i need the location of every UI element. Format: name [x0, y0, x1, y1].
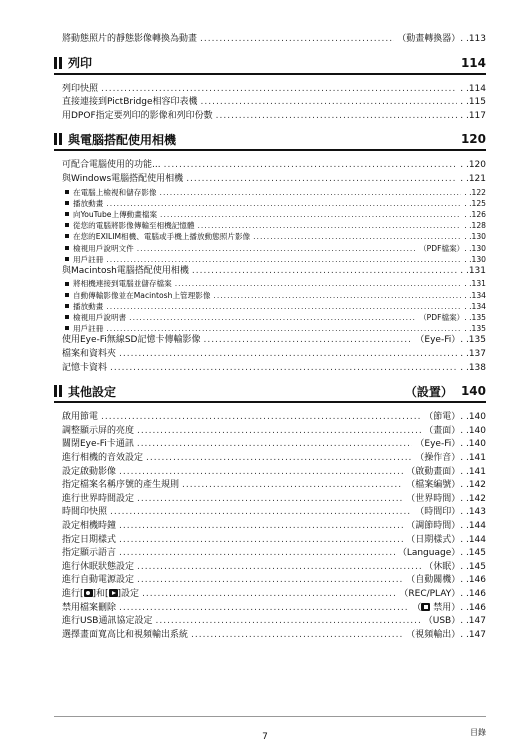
toc-entry-page: . .134: [464, 301, 486, 311]
bullet-icon: [65, 326, 69, 330]
section-heading[interactable]: [54, 381, 486, 401]
section-rule: [54, 73, 486, 75]
toc-entry[interactable]: [54, 615, 486, 629]
toc-sections: [54, 53, 486, 643]
toc-entry-text: 進行自動電源設定: [62, 575, 135, 586]
toc-entry-page: [412, 602, 486, 616]
leader-dots: [137, 493, 403, 507]
toc-entry-page: . .134: [464, 290, 486, 300]
toc-subentry[interactable]: [54, 278, 486, 289]
toc-entry-text: 調整顯示屏的亮度: [62, 425, 135, 436]
page-number: 7: [262, 732, 268, 742]
section-heading[interactable]: [54, 129, 486, 149]
bullet-icon: [65, 293, 69, 297]
section-title: 與電腦搭配使用相機: [68, 132, 177, 147]
toc-entry[interactable]: [54, 173, 486, 187]
toc-entry-page: （PDF檔案）. .130: [419, 243, 486, 253]
toc-entry-text: 播放動畫: [73, 301, 104, 311]
toc-entry-text: 進行USB通訊協定設定: [62, 616, 153, 627]
text-part: ]和[: [92, 588, 109, 599]
toc-entry[interactable]: [54, 411, 486, 425]
section-marker-icon: [54, 133, 62, 145]
toc-entry-text: 用戶註冊: [73, 324, 104, 334]
toc-entry-page: （USB）. .147: [423, 616, 486, 627]
leader-dots: [106, 254, 461, 265]
toc-entry-page: . .125: [464, 198, 486, 208]
leader-dots: [119, 547, 395, 561]
bullet-icon: [65, 190, 69, 194]
leader-dots: [146, 452, 412, 466]
toc-entry[interactable]: [54, 602, 486, 616]
toc-entry-text: 啟用節電: [62, 412, 99, 423]
toc-entry-page: （日期樣式）. .144: [406, 534, 486, 545]
toc-entry-page: （Eye-Fi）. .140: [415, 439, 486, 450]
leader-dots: [119, 602, 409, 616]
toc-entry-page: . .135: [464, 324, 486, 334]
toc-entry-text: 自動傳輸影像並在Macintosh上管理影像: [73, 290, 211, 300]
leader-dots: [191, 629, 403, 643]
camera-icon: [84, 589, 93, 597]
toc-section: [54, 381, 486, 642]
bullet-icon: [65, 223, 69, 227]
leader-dots: [175, 278, 462, 289]
section-rule: [54, 401, 486, 403]
toc-entry-page: . .131: [464, 279, 486, 289]
toc-entry-page: . .130: [464, 232, 486, 242]
toc-entry-text: 用DPOF指定要列印的影像和列印份數: [62, 110, 213, 121]
page-part: 禁用）. .146: [430, 602, 486, 613]
toc-subentry[interactable]: [54, 312, 486, 323]
toc-entry-page: . .128: [464, 221, 486, 231]
toc-entry-text: 指定檔案名稱序號的產生規則: [62, 480, 180, 491]
section-page: 114: [460, 55, 486, 70]
toc-entry-page: . .130: [464, 254, 486, 264]
toc-entry-page: （動畫轉換器）. .113: [397, 34, 486, 44]
toc-entry-page: （REC/PLAY）. .146: [399, 588, 486, 599]
leader-dots: [198, 220, 462, 231]
toc-entry[interactable]: [54, 534, 486, 548]
toc-entry[interactable]: [54, 520, 486, 534]
toc-entry-text: 向YouTube上傳動畫檔案: [73, 209, 158, 219]
toc-entry[interactable]: [54, 588, 486, 602]
toc-entry-text: 時間印快照: [62, 507, 108, 518]
toc-entry[interactable]: [54, 629, 486, 643]
leader-dots: [186, 173, 457, 187]
bullet-icon: [65, 315, 69, 319]
toc-entry-text: 進行休眠狀態設定: [62, 561, 135, 572]
toc-subentry[interactable]: [54, 220, 486, 231]
section-marker-icon: [54, 57, 62, 69]
toc-entry-text: [62, 588, 139, 602]
leader-dots: [192, 265, 457, 279]
section-label: （設置）: [404, 384, 453, 399]
toc-entry[interactable]: [54, 348, 486, 362]
footer-divider: [54, 716, 486, 717]
toc-entry-text: 指定顯示語言: [62, 548, 117, 559]
toc-subentry[interactable]: [54, 198, 486, 209]
leader-dots: [182, 479, 403, 493]
toc-entry-page: . .131: [460, 265, 486, 276]
bullet-icon: [65, 246, 69, 250]
play-icon: [109, 589, 118, 597]
toc-entry-page: （世界時間）. .142: [406, 493, 486, 504]
section-page: 140: [460, 384, 486, 399]
toc-entry-page: （視頻輸出）. .147: [406, 629, 486, 640]
leader-dots: [119, 520, 403, 534]
toc-entry-page: （畫面）. .140: [424, 425, 486, 436]
toc-entry-text: 與Windows電腦搭配使用相機: [62, 173, 184, 184]
toc-subentry[interactable]: [54, 187, 486, 198]
leader-dots: [119, 466, 403, 480]
leader-dots: [164, 159, 458, 173]
toc-entry-page: （節電）. .140: [424, 412, 486, 423]
toc-entry-page: . .121: [460, 173, 486, 184]
toc-entry-page: （PDF檔案）. .135: [419, 313, 486, 323]
toc-entry-text: 檢視用戶說明文件: [73, 243, 134, 253]
toc-subentry[interactable]: [54, 290, 486, 301]
bullet-icon: [65, 212, 69, 216]
toc-entry-text: 關閉Eye-Fi卡通訊: [62, 439, 134, 450]
text-part: ]設定: [117, 588, 140, 599]
toc-entry-page: . .126: [464, 209, 486, 219]
trash-icon: [421, 603, 430, 611]
leader-dots: [213, 290, 461, 301]
bullet-icon: [65, 257, 69, 261]
toc-entry-page: . .120: [460, 160, 486, 171]
toc-entry-text: 進行世界時間設定: [62, 493, 135, 504]
toc-entry-text: 播放動畫: [73, 198, 104, 208]
toc-entry-text: 禁用檔案刪除: [62, 602, 117, 613]
section-heading[interactable]: [54, 53, 486, 73]
toc-entry[interactable]: [54, 265, 486, 279]
leader-dots: [106, 198, 461, 209]
leader-dots: [119, 534, 403, 548]
section-title: 列印: [68, 56, 93, 71]
toc-section: [54, 129, 486, 375]
toc-entry[interactable]: [54, 466, 486, 480]
toc-entry-text: 設定啟動影像: [62, 466, 117, 477]
page-part: （: [412, 602, 422, 613]
toc-entry-page: . .122: [464, 187, 486, 197]
footer-toc-link[interactable]: 目錄: [470, 728, 486, 737]
toc-entry-page: . .137: [460, 349, 486, 359]
toc-entry[interactable]: [54, 425, 486, 439]
leader-dots: [137, 425, 421, 439]
toc-entry-page: （啟動畫面）. .141: [406, 466, 486, 477]
toc-entry[interactable]: [54, 452, 486, 466]
toc-entry-text: 將動態照片的靜態影像轉換為動畫: [62, 34, 198, 44]
text-part: 進行[: [62, 588, 84, 599]
toc-subentry[interactable]: [54, 231, 486, 242]
toc-entry-page: （Eye-Fi）. .135: [415, 335, 486, 346]
leader-dots: [155, 615, 420, 629]
toc-entry[interactable]: [54, 493, 486, 507]
toc-entry-page: . .114: [460, 83, 486, 94]
toc-subentry[interactable]: [54, 323, 486, 334]
toc-entry-text: 進行相機的音效設定: [62, 452, 144, 463]
bullet-icon: [65, 282, 69, 286]
toc-subentry[interactable]: [54, 209, 486, 220]
toc-entry[interactable]: [54, 479, 486, 493]
toc-entry[interactable]: [54, 83, 486, 97]
leader-dots: [110, 506, 412, 520]
toc-entry[interactable]: [54, 159, 486, 173]
toc-subentry[interactable]: [54, 301, 486, 312]
toc-entry-text: 使用Eye-Fi無線SD記憶卡傳輸影像: [62, 335, 201, 346]
leader-dots: [137, 574, 403, 588]
toc-subentry[interactable]: [54, 254, 486, 265]
toc-entry-page: （自動關機）. .146: [406, 575, 486, 586]
toc-entry[interactable]: [54, 362, 486, 376]
toc-entry-page: . .138: [460, 362, 486, 373]
leader-dots: [200, 33, 394, 47]
toc-subentry[interactable]: [54, 243, 486, 254]
toc-entry-text: 在電腦上檢視和儲存影像: [73, 187, 157, 197]
toc-entry-text: 從您的電腦將影像傳輸至相機記憶體: [73, 221, 195, 231]
toc-entry[interactable]: [54, 574, 486, 588]
toc-entry-page: （Language）. .145: [397, 548, 486, 559]
toc-entry-text: 選擇畫面寬高比和視頻輸出系統: [62, 629, 189, 640]
toc-entry-text: 將相機連接到電腦並儲存檔案: [73, 279, 172, 289]
toc-entry[interactable]: [54, 547, 486, 561]
leader-dots: [142, 588, 396, 602]
toc-entry-text: 指定日期樣式: [62, 534, 117, 545]
section-page: 120: [460, 132, 486, 147]
leader-dots: [110, 362, 457, 376]
leader-dots: [119, 348, 457, 362]
bullet-icon: [65, 234, 69, 238]
leader-dots: [203, 334, 412, 348]
toc-entry-text: 直接連接到PictBridge相容印表機: [62, 97, 198, 108]
toc-entry-text: 用戶註冊: [73, 254, 104, 264]
toc-entry-text: 檔案和資料夾: [62, 349, 117, 359]
section-title: 其他設定: [68, 384, 117, 399]
toc-section: [54, 53, 486, 124]
toc-entry-page: （時間印）. .143: [415, 507, 486, 518]
leader-dots: [253, 231, 461, 242]
toc-entry-page: （操作音）. .141: [415, 452, 486, 463]
toc-entry-text: 設定相機時鐘: [62, 520, 117, 531]
toc-entry-text: 與Macintosh電腦搭配使用相機: [62, 265, 189, 276]
toc-entry[interactable]: [54, 506, 486, 520]
toc-entry-page: . .117: [460, 110, 486, 121]
leader-dots: [129, 312, 416, 323]
toc-entry[interactable]: [54, 561, 486, 575]
leader-dots: [137, 438, 413, 452]
leader-dots: [101, 83, 457, 97]
toc-entry-page: . .115: [460, 97, 486, 108]
section-marker-icon: [54, 385, 62, 397]
section-rule: [54, 149, 486, 151]
leader-dots: [137, 243, 416, 254]
toc-entry-text: 檢視用戶說明書: [73, 313, 127, 323]
toc-entry-text: 記憶卡資料: [62, 362, 108, 373]
toc-entry-page: （調節時間）. .144: [406, 520, 486, 531]
leader-dots: [201, 96, 458, 110]
toc-entry[interactable]: [54, 96, 486, 110]
toc-entry[interactable]: [54, 438, 486, 452]
leader-dots: [106, 301, 461, 312]
leader-dots: [160, 187, 462, 198]
toc-entry-text: 列印快照: [62, 83, 99, 94]
toc-page: [54, 0, 486, 646]
toc-entry-text: 在您的EXILIM相機、電腦或手機上播放動態照片影像: [73, 232, 251, 242]
leader-dots: [106, 323, 461, 334]
toc-entry-page: （休眠）. .145: [424, 561, 486, 572]
toc-entry-page: （檔案編號）. .142: [406, 480, 486, 491]
toc-entry[interactable]: [54, 334, 486, 348]
toc-entry-text: 可配合電腦使用的功能...: [62, 160, 161, 171]
leader-dots: [101, 411, 421, 425]
leader-dots: [160, 209, 461, 220]
leader-dots: [137, 561, 421, 575]
leader-dots: [216, 110, 458, 124]
bullet-icon: [65, 201, 69, 205]
bullet-icon: [65, 304, 69, 308]
toc-entry[interactable]: [54, 33, 486, 47]
toc-entry[interactable]: [54, 110, 486, 124]
